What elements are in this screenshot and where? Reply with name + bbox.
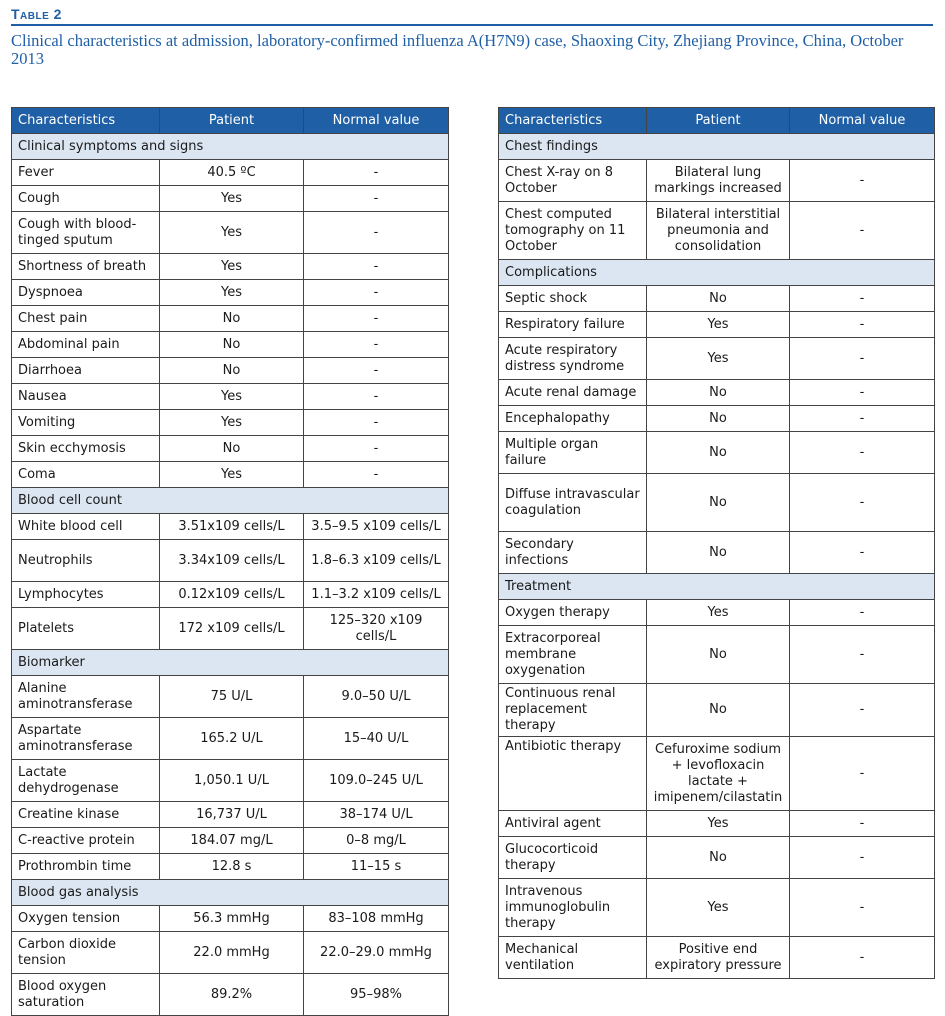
normal-value-cell: 95–98% xyxy=(304,974,449,1016)
characteristic-cell: Diffuse intravascular coagulation xyxy=(499,474,647,532)
patient-value-cell: No xyxy=(160,306,304,332)
header-characteristics: Characteristics xyxy=(12,108,160,134)
patient-value-cell: Bilateral interstitial pneumonia and consolidation xyxy=(647,202,790,260)
section-row xyxy=(12,134,449,160)
table-label: Table 2 xyxy=(11,6,62,22)
table-row xyxy=(12,802,449,828)
normal-value-cell: - xyxy=(790,811,935,837)
patient-value-cell: 1,050.1 U/L xyxy=(160,760,304,802)
normal-value-cell: - xyxy=(304,384,449,410)
normal-value-cell: 109.0–245 U/L xyxy=(304,760,449,802)
normal-value-cell: - xyxy=(790,937,935,979)
normal-value-cell: - xyxy=(790,684,935,737)
table-row xyxy=(12,540,449,582)
normal-value-cell: 1.8–6.3 x109 cells/L xyxy=(304,540,449,582)
characteristic-cell: Platelets xyxy=(12,608,160,650)
characteristic-cell: Prothrombin time xyxy=(12,854,160,880)
table-row xyxy=(12,462,449,488)
characteristic-cell: Intravenous immunoglobulin therapy xyxy=(499,879,647,937)
characteristic-cell: Blood oxygen saturation xyxy=(12,974,160,1016)
table-row xyxy=(499,600,935,626)
section-row xyxy=(12,488,449,514)
table-row xyxy=(12,828,449,854)
normal-value-cell: - xyxy=(790,837,935,879)
normal-value-cell: 1.1–3.2 x109 cells/L xyxy=(304,582,449,608)
patient-value-cell: No xyxy=(647,532,790,574)
patient-value-cell: 22.0 mmHg xyxy=(160,932,304,974)
normal-value-cell: - xyxy=(790,312,935,338)
characteristic-cell: Mechanical ventilation xyxy=(499,937,647,979)
normal-value-cell: - xyxy=(790,626,935,684)
characteristic-cell: Oxygen therapy xyxy=(499,600,647,626)
characteristic-cell: Glucocorticoid therapy xyxy=(499,837,647,879)
normal-value-cell: - xyxy=(790,432,935,474)
characteristics-table-left xyxy=(11,107,449,1016)
characteristic-cell: Shortness of breath xyxy=(12,254,160,280)
table-row xyxy=(499,202,935,260)
characteristic-cell: Coma xyxy=(12,462,160,488)
patient-value-cell: No xyxy=(160,436,304,462)
characteristic-cell: Vomiting xyxy=(12,410,160,436)
normal-value-cell: 83–108 mmHg xyxy=(304,906,449,932)
patient-value-cell: 3.51x109 cells/L xyxy=(160,514,304,540)
title-rule xyxy=(11,24,933,26)
characteristic-cell: Secondary infections xyxy=(499,532,647,574)
table-row xyxy=(12,514,449,540)
patient-value-cell: No xyxy=(647,406,790,432)
characteristic-cell: Respiratory failure xyxy=(499,312,647,338)
section-row xyxy=(499,134,935,160)
table-row xyxy=(499,737,935,811)
characteristic-cell: Cough with blood-tinged sputum xyxy=(12,212,160,254)
characteristic-cell: Carbon dioxide tension xyxy=(12,932,160,974)
patient-value-cell: 89.2% xyxy=(160,974,304,1016)
normal-value-cell: - xyxy=(304,332,449,358)
table-row xyxy=(499,937,935,979)
header-characteristics: Characteristics xyxy=(499,108,647,134)
patient-value-cell: Yes xyxy=(647,600,790,626)
normal-value-cell: - xyxy=(304,186,449,212)
normal-value-cell: - xyxy=(790,474,935,532)
patient-value-cell: No xyxy=(647,626,790,684)
table-row xyxy=(12,254,449,280)
normal-value-cell: - xyxy=(304,306,449,332)
table-row xyxy=(499,626,935,684)
table-row xyxy=(499,406,935,432)
table-row xyxy=(499,160,935,202)
header-patient: Patient xyxy=(647,108,790,134)
patient-value-cell: Yes xyxy=(160,384,304,410)
characteristic-cell: Cough xyxy=(12,186,160,212)
characteristic-cell: Oxygen tension xyxy=(12,906,160,932)
table-row xyxy=(12,384,449,410)
patient-value-cell: Yes xyxy=(160,186,304,212)
normal-value-cell: - xyxy=(790,338,935,380)
characteristic-cell: Lymphocytes xyxy=(12,582,160,608)
section-row xyxy=(499,260,935,286)
patient-value-cell: Yes xyxy=(647,879,790,937)
patient-value-cell: Positive end expiratory pressure xyxy=(647,937,790,979)
normal-value-cell: - xyxy=(304,280,449,306)
normal-value-cell: - xyxy=(790,406,935,432)
characteristic-cell: Acute respiratory distress syndrome xyxy=(499,338,647,380)
table-row xyxy=(12,436,449,462)
patient-value-cell: 75 U/L xyxy=(160,676,304,718)
patient-value-cell: Yes xyxy=(160,212,304,254)
table-row xyxy=(499,879,935,937)
table-row xyxy=(499,380,935,406)
characteristic-cell: White blood cell xyxy=(12,514,160,540)
normal-value-cell: 125–320 x109 cells/L xyxy=(304,608,449,650)
table-row xyxy=(499,338,935,380)
patient-value-cell: Bilateral lung markings increased xyxy=(647,160,790,202)
patient-value-cell: Yes xyxy=(160,410,304,436)
normal-value-cell: 22.0–29.0 mmHg xyxy=(304,932,449,974)
section-heading: Clinical symptoms and signs xyxy=(12,134,449,160)
normal-value-cell: - xyxy=(304,254,449,280)
patient-value-cell: Yes xyxy=(160,462,304,488)
characteristic-cell: Continuous renal replacement therapy xyxy=(499,684,647,737)
patient-value-cell: Cefuroxime sodium + levofloxacin lactate + imipenem/cilastatin xyxy=(647,737,790,811)
patient-value-cell: 3.34x109 cells/L xyxy=(160,540,304,582)
table-row xyxy=(12,854,449,880)
table-row xyxy=(499,432,935,474)
table-row xyxy=(499,684,935,737)
patient-value-cell: Yes xyxy=(647,312,790,338)
characteristics-table-right xyxy=(498,107,935,979)
normal-value-cell: - xyxy=(790,879,935,937)
normal-value-cell: - xyxy=(304,436,449,462)
patient-value-cell: 56.3 mmHg xyxy=(160,906,304,932)
patient-value-cell: 184.07 mg/L xyxy=(160,828,304,854)
normal-value-cell: 0–8 mg/L xyxy=(304,828,449,854)
section-heading: Blood cell count xyxy=(12,488,449,514)
characteristic-cell: Aspartate aminotransferase xyxy=(12,718,160,760)
patient-value-cell: No xyxy=(160,332,304,358)
header-normal-value: Normal value xyxy=(790,108,935,134)
normal-value-cell: - xyxy=(790,532,935,574)
table-row xyxy=(12,358,449,384)
characteristic-cell: Diarrhoea xyxy=(12,358,160,384)
patient-value-cell: No xyxy=(647,432,790,474)
table-row xyxy=(12,160,449,186)
normal-value-cell: 11–15 s xyxy=(304,854,449,880)
patient-value-cell: Yes xyxy=(647,338,790,380)
table-row xyxy=(12,760,449,802)
patient-value-cell: Yes xyxy=(160,254,304,280)
normal-value-cell: - xyxy=(304,358,449,384)
patient-value-cell: Yes xyxy=(160,280,304,306)
patient-value-cell: 172 x109 cells/L xyxy=(160,608,304,650)
characteristic-cell: Chest pain xyxy=(12,306,160,332)
characteristic-cell: Antiviral agent xyxy=(499,811,647,837)
normal-value-cell: - xyxy=(304,160,449,186)
table-row xyxy=(12,974,449,1016)
characteristic-cell: Chest X-ray on 8 October xyxy=(499,160,647,202)
normal-value-cell: - xyxy=(304,212,449,254)
characteristic-cell: Lactate dehydrogenase xyxy=(12,760,160,802)
patient-value-cell: No xyxy=(647,474,790,532)
table-row xyxy=(12,906,449,932)
table-row xyxy=(499,811,935,837)
characteristic-cell: Antibiotic therapy xyxy=(499,737,647,811)
header-row xyxy=(12,108,449,134)
characteristic-cell: C-reactive protein xyxy=(12,828,160,854)
normal-value-cell: - xyxy=(790,160,935,202)
patient-value-cell: No xyxy=(647,286,790,312)
table-row xyxy=(12,332,449,358)
table-row xyxy=(12,718,449,760)
characteristic-cell: Fever xyxy=(12,160,160,186)
table-row xyxy=(12,280,449,306)
characteristic-cell: Skin ecchymosis xyxy=(12,436,160,462)
patient-value-cell: 40.5 ºC xyxy=(160,160,304,186)
header-row xyxy=(499,108,935,134)
patient-value-cell: 165.2 U/L xyxy=(160,718,304,760)
normal-value-cell: - xyxy=(790,600,935,626)
characteristic-cell: Chest computed tomography on 11 October xyxy=(499,202,647,260)
table-row xyxy=(12,306,449,332)
table-caption: Clinical characteristics at admission, laboratory-confirmed influenza A(H7N9) case, Shaoxing City, Zhejiang Province, China, October 2013 xyxy=(11,31,904,68)
normal-value-cell: - xyxy=(790,202,935,260)
patient-value-cell: 0.12x109 cells/L xyxy=(160,582,304,608)
table-row xyxy=(499,837,935,879)
characteristic-cell: Septic shock xyxy=(499,286,647,312)
table-row xyxy=(499,532,935,574)
patient-value-cell: 12.8 s xyxy=(160,854,304,880)
normal-value-cell: - xyxy=(304,410,449,436)
section-heading: Complications xyxy=(499,260,935,286)
table-row xyxy=(12,410,449,436)
normal-value-cell: 3.5–9.5 x109 cells/L xyxy=(304,514,449,540)
patient-value-cell: No xyxy=(647,684,790,737)
characteristic-cell: Multiple organ failure xyxy=(499,432,647,474)
header-normal-value: Normal value xyxy=(304,108,449,134)
patient-value-cell: No xyxy=(647,380,790,406)
table-row xyxy=(12,186,449,212)
section-heading: Treatment xyxy=(499,574,935,600)
table-row xyxy=(12,212,449,254)
section-row xyxy=(12,650,449,676)
normal-value-cell: 9.0–50 U/L xyxy=(304,676,449,718)
patient-value-cell: No xyxy=(160,358,304,384)
normal-value-cell: 15–40 U/L xyxy=(304,718,449,760)
normal-value-cell: - xyxy=(790,380,935,406)
table-row xyxy=(499,286,935,312)
section-heading: Chest findings xyxy=(499,134,935,160)
characteristic-cell: Extracorporeal membrane oxygenation xyxy=(499,626,647,684)
characteristic-cell: Neutrophils xyxy=(12,540,160,582)
section-heading: Biomarker xyxy=(12,650,449,676)
patient-value-cell: 16,737 U/L xyxy=(160,802,304,828)
characteristic-cell: Alanine aminotransferase xyxy=(12,676,160,718)
table-row xyxy=(12,582,449,608)
characteristic-cell: Acute renal damage xyxy=(499,380,647,406)
table-row xyxy=(12,608,449,650)
normal-value-cell: - xyxy=(304,462,449,488)
patient-value-cell: Yes xyxy=(647,811,790,837)
section-row xyxy=(12,880,449,906)
normal-value-cell: - xyxy=(790,737,935,811)
table-row xyxy=(499,474,935,532)
characteristic-cell: Dyspnoea xyxy=(12,280,160,306)
table-row xyxy=(12,932,449,974)
characteristic-cell: Encephalopathy xyxy=(499,406,647,432)
characteristic-cell: Creatine kinase xyxy=(12,802,160,828)
patient-value-cell: No xyxy=(647,837,790,879)
table-row xyxy=(499,312,935,338)
header-patient: Patient xyxy=(160,108,304,134)
normal-value-cell: 38–174 U/L xyxy=(304,802,449,828)
section-row xyxy=(499,574,935,600)
section-heading: Blood gas analysis xyxy=(12,880,449,906)
table-row xyxy=(12,676,449,718)
characteristic-cell: Abdominal pain xyxy=(12,332,160,358)
characteristic-cell: Nausea xyxy=(12,384,160,410)
normal-value-cell: - xyxy=(790,286,935,312)
